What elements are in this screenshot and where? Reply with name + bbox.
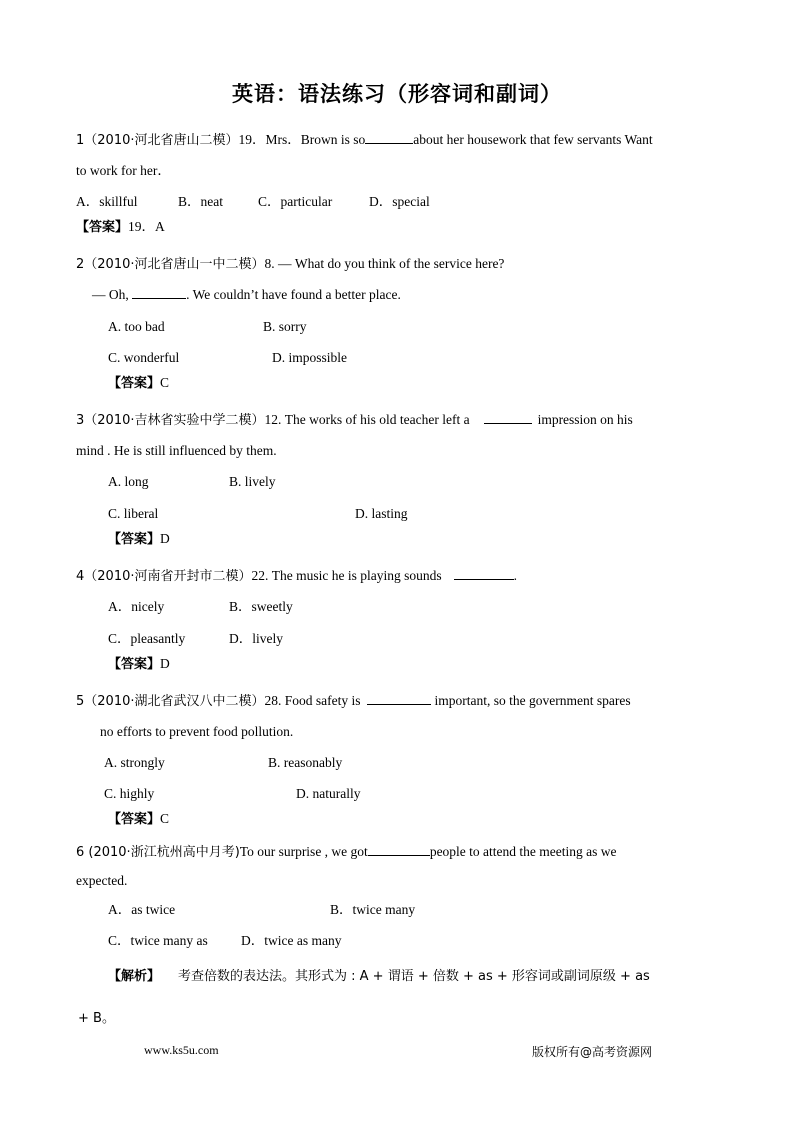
q5-stem-line2: no efforts to prevent food pollution. xyxy=(100,724,294,739)
q4-option-d: D．lively xyxy=(229,631,283,646)
q1-stem-line2: to work for her． xyxy=(76,163,171,178)
q2-answer-value: C xyxy=(160,375,170,390)
page-title: 英语：语法练习（形容词和副词） xyxy=(232,82,562,106)
q4-option-b: B．sweetly xyxy=(229,599,293,614)
q6-blank xyxy=(368,843,430,856)
q4-answer-value: D xyxy=(160,656,170,671)
q3-answer xyxy=(108,530,170,549)
q5-source: 5（2010·湖北省武汉八中二模） xyxy=(76,694,265,709)
q3-stem-a: 12. The works of his old teacher left a xyxy=(264,412,470,427)
q5-stem-b: important, so the government spares xyxy=(434,693,631,708)
q3-option-b: B. lively xyxy=(229,474,276,489)
q6-option-d: D．twice as many xyxy=(241,933,342,948)
q5-blank xyxy=(367,692,431,705)
q4-option-c: C．pleasantly xyxy=(108,631,186,646)
q4-answer-tag: 【答案】 xyxy=(108,657,161,672)
q2-stem-2a: — Oh, xyxy=(92,287,133,302)
q6-option-b: B．twice many xyxy=(330,902,416,917)
q6-analysis-line2: + B。 xyxy=(78,1011,115,1026)
q4-blank xyxy=(454,567,514,580)
q6-stem-b: people to attend the meeting as we xyxy=(429,844,617,859)
q6-source: 6 (2010·浙江杭州高中月考) xyxy=(76,845,240,860)
q6-stem-line1 xyxy=(76,843,617,862)
q3-blank xyxy=(484,411,532,424)
q2-stem-line1 xyxy=(76,255,504,274)
q2-option-b: B. sorry xyxy=(263,319,307,334)
q5-answer xyxy=(108,810,169,829)
q1-answer xyxy=(76,218,165,237)
q1-stem-b: about her housework that few servants Want xyxy=(413,132,653,147)
q1-stem-a: 19．Mrs．Brown is so xyxy=(238,132,366,147)
q1-answer-tag: 【答案】 xyxy=(76,220,129,235)
q1-stem-line1 xyxy=(76,131,653,150)
q2-source: 2（2010·河北省唐山一中二模） xyxy=(76,257,265,272)
q5-option-d: D. naturally xyxy=(296,786,361,801)
q2-option-a: A. too bad xyxy=(108,319,165,334)
footer-copyright: 版权所有@高考资源网 xyxy=(532,1045,653,1059)
q2-answer xyxy=(108,374,169,393)
q3-source: 3（2010·吉林省实验中学二模） xyxy=(76,413,265,428)
q4-stem-line1 xyxy=(76,567,517,586)
q2-blank xyxy=(132,286,186,299)
q3-stem-line1 xyxy=(76,411,633,430)
q1-option-b: B．neat xyxy=(178,194,223,209)
q5-option-b: B. reasonably xyxy=(268,755,343,770)
q5-answer-value: C xyxy=(160,811,170,826)
q3-option-c: C. liberal xyxy=(108,506,159,521)
q5-stem-a: 28. Food safety is xyxy=(264,693,361,708)
q5-option-a: A. strongly xyxy=(104,755,165,770)
q4-source: 4（2010·河南省开封市二模） xyxy=(76,569,252,584)
q3-option-d: D. lasting xyxy=(355,506,408,521)
q6-stem-line2: expected. xyxy=(76,873,128,888)
footer-website: www.ks5u.com xyxy=(144,1043,219,1057)
q3-answer-value: D xyxy=(160,531,170,546)
q2-option-d: D. impossible xyxy=(272,350,348,365)
q3-answer-tag: 【答案】 xyxy=(108,532,161,547)
q2-stem-2b: . We couldn’t have found a better place. xyxy=(186,287,401,302)
q4-stem-b: . xyxy=(513,568,517,583)
q6-option-c: C．twice many as xyxy=(108,933,208,948)
q2-stem-1: 8. — What do you think of the service here? xyxy=(264,256,505,271)
q6-option-a: A．as twice xyxy=(108,902,176,917)
q2-stem-line2 xyxy=(92,286,401,304)
q4-option-a: A．nicely xyxy=(108,599,165,614)
q3-stem-line2: mind . He is still influenced by them. xyxy=(76,443,277,458)
q1-option-c: C．particular xyxy=(258,194,333,209)
q4-answer xyxy=(108,655,170,674)
q1-blank xyxy=(365,131,413,144)
q1-option-a: A．skillful xyxy=(76,194,138,209)
q6-analysis-text: 考查倍数的表达法。其形式为 : A + 谓语 + 倍数 + as + 形容词或副词原级 + as xyxy=(178,969,650,984)
q2-answer-tag: 【答案】 xyxy=(108,376,161,391)
q6-analysis-tag: 【解析】 xyxy=(108,969,161,984)
q5-stem-line1 xyxy=(76,692,631,711)
q6-stem-a: To our surprise , we got xyxy=(239,844,368,859)
q3-option-a: A. long xyxy=(108,474,149,489)
q5-option-c: C. highly xyxy=(104,786,155,801)
q5-answer-tag: 【答案】 xyxy=(108,812,161,827)
q6-analysis-line1 xyxy=(108,967,650,986)
q1-answer-value: 19．A xyxy=(128,219,165,234)
q3-stem-b: impression on his xyxy=(537,412,633,427)
q1-source: 1（2010·河北省唐山二模） xyxy=(76,133,239,148)
q4-stem-a: 22. The music he is playing sounds xyxy=(251,568,442,583)
q1-option-d: D．special xyxy=(369,194,430,209)
q2-option-c: C. wonderful xyxy=(108,350,180,365)
